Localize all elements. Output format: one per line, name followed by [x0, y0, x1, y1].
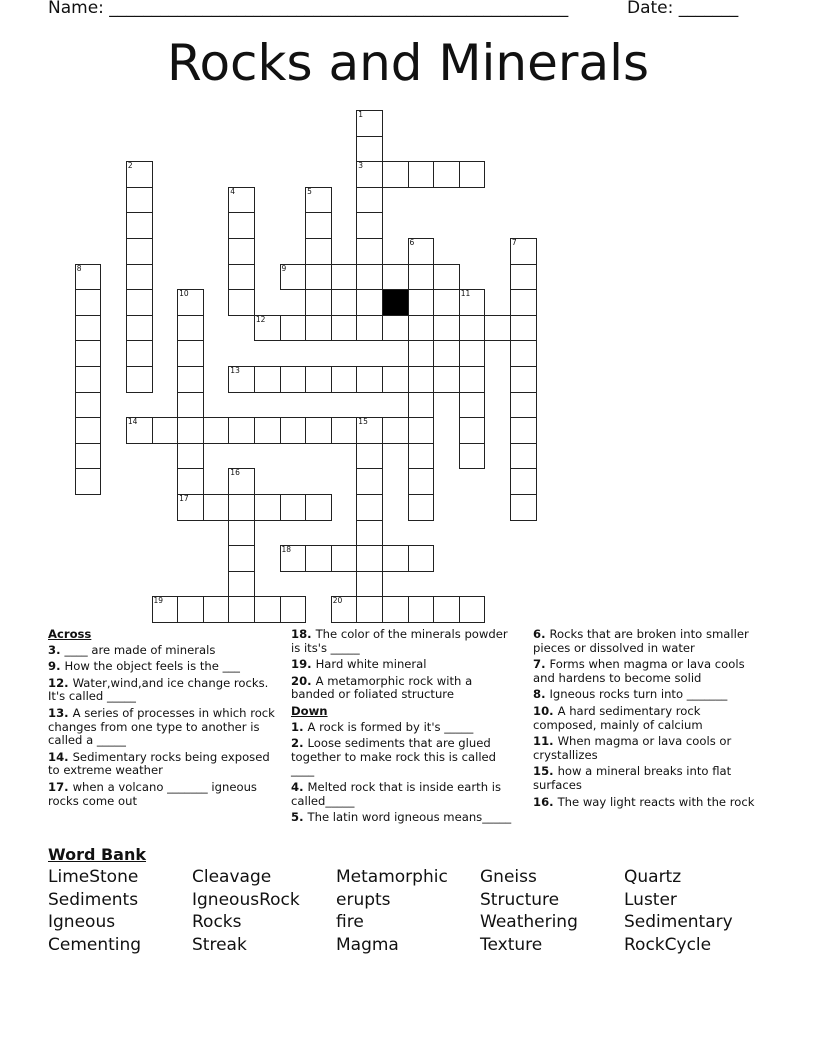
clue-number: 8 — [76, 263, 82, 273]
grid-cell[interactable] — [305, 545, 332, 572]
grid-cell[interactable] — [356, 417, 383, 444]
grid-cell[interactable] — [280, 366, 307, 393]
grid-cell[interactable] — [510, 315, 537, 342]
grid-cell[interactable] — [75, 315, 102, 342]
grid-cell[interactable] — [305, 212, 332, 239]
grid-cell[interactable] — [203, 596, 230, 623]
grid-cell[interactable] — [305, 238, 332, 265]
across-clue — [48, 781, 278, 808]
grid-cell[interactable] — [75, 443, 102, 470]
grid-cell[interactable] — [280, 264, 307, 291]
grid-cell[interactable] — [459, 392, 486, 419]
clue-number: 11 — [460, 289, 471, 299]
grid-cell[interactable] — [408, 596, 435, 623]
grid-cell[interactable] — [382, 161, 409, 188]
word-bank-item: Luster — [624, 889, 677, 910]
clues-column-2 — [291, 628, 516, 828]
grid-cell[interactable] — [126, 417, 153, 444]
grid-cell[interactable] — [459, 596, 486, 623]
grid-cell[interactable] — [228, 238, 255, 265]
word-bank-item: Cleavage — [192, 867, 272, 887]
grid-cell[interactable] — [356, 110, 383, 137]
grid-cell[interactable] — [356, 161, 383, 188]
clue-number: 19 — [153, 596, 164, 606]
grid-cell[interactable] — [510, 340, 537, 367]
down-clue — [533, 735, 763, 762]
clue-number: 20. — [291, 673, 316, 688]
grid-cell[interactable] — [408, 238, 435, 265]
grid-cell[interactable] — [331, 417, 358, 444]
clue-text: Sedimentary rocks being exposed to extreme weather — [48, 749, 270, 778]
grid-cell[interactable] — [356, 545, 383, 572]
word-bank-item: Rocks — [192, 912, 242, 933]
grid-cell[interactable] — [356, 315, 383, 342]
word-bank-item: Cementing — [48, 934, 142, 955]
grid-cell[interactable] — [382, 545, 409, 572]
grid-cell[interactable] — [510, 238, 537, 265]
word-bank-item: Streak — [192, 934, 247, 955]
clue-number: 3. — [48, 642, 65, 657]
grid-cell[interactable] — [75, 417, 102, 444]
grid-block — [382, 289, 409, 316]
across-clue — [48, 707, 278, 748]
across-clues-column-1 — [48, 628, 278, 811]
grid-cell[interactable] — [382, 366, 409, 393]
clue-text: how a mineral breaks into flat surfaces — [533, 764, 732, 792]
clue-number: 12 — [255, 314, 266, 324]
grid-cell[interactable] — [177, 468, 204, 495]
grid-cell[interactable] — [126, 187, 153, 214]
down-clue — [291, 781, 516, 808]
grid-cell[interactable] — [305, 289, 332, 316]
grid-cell[interactable] — [305, 315, 332, 342]
grid-cell[interactable] — [459, 340, 486, 367]
grid-cell[interactable] — [228, 366, 255, 393]
word-bank-item: LimeStone — [48, 867, 139, 887]
grid-cell[interactable] — [382, 596, 409, 623]
clue-text: Igneous rocks turn into _______ — [549, 687, 728, 702]
grid-cell[interactable] — [177, 289, 204, 316]
grid-cell[interactable] — [126, 315, 153, 342]
across-clue — [291, 675, 516, 702]
clue-text: when a volcano _______ igneous rocks come out — [48, 779, 257, 808]
grid-cell[interactable] — [433, 366, 460, 393]
grid-cell[interactable] — [356, 187, 383, 214]
grid-cell[interactable] — [75, 468, 102, 495]
grid-cell[interactable] — [280, 417, 307, 444]
grid-cell[interactable] — [228, 187, 255, 214]
grid-cell[interactable] — [75, 289, 102, 316]
grid-cell[interactable] — [356, 494, 383, 521]
clue-number: 14. — [48, 749, 73, 764]
clue-number: 1. — [291, 719, 308, 734]
clue-number: 2 — [127, 161, 133, 171]
clue-number: 18. — [291, 627, 316, 641]
clue-text: The latin word igneous means_____ — [307, 810, 512, 825]
grid-cell[interactable] — [177, 340, 204, 367]
clue-text: The way light reacts with the rock — [557, 794, 755, 809]
clue-number: 20 — [332, 596, 343, 606]
grid-cell[interactable] — [356, 136, 383, 163]
grid-cell[interactable] — [433, 264, 460, 291]
grid-cell[interactable] — [331, 596, 358, 623]
clue-number: 10 — [179, 289, 189, 299]
across-clue — [291, 658, 516, 672]
across-heading: Across — [48, 627, 92, 641]
down-clues-column-3 — [533, 628, 763, 812]
grid-cell[interactable] — [510, 289, 537, 316]
grid-cell[interactable] — [228, 289, 255, 316]
down-clue — [291, 721, 516, 735]
grid-cell[interactable] — [75, 392, 102, 419]
across-clue — [48, 644, 278, 658]
word-bank-item: Weathering — [480, 912, 578, 933]
word-bank-item: Sedimentary — [624, 912, 733, 933]
clue-number: 10. — [533, 703, 558, 718]
grid-cell[interactable] — [408, 264, 435, 291]
clue-number: 5. — [291, 810, 308, 825]
grid-cell[interactable] — [510, 264, 537, 291]
grid-cell[interactable] — [408, 392, 435, 419]
grid-cell[interactable] — [305, 494, 332, 521]
grid-cell[interactable] — [75, 340, 102, 367]
clue-number: 4 — [230, 186, 236, 196]
grid-cell[interactable] — [408, 443, 435, 470]
grid-cell[interactable] — [203, 417, 230, 444]
clue-number: 18 — [281, 545, 292, 555]
word-bank-item: Sediments — [48, 889, 139, 910]
grid-cell[interactable] — [126, 289, 153, 316]
grid-cell[interactable] — [254, 494, 281, 521]
page-title: Rocks and Minerals — [166, 34, 650, 92]
clue-text: Hard white mineral — [315, 657, 427, 672]
grid-cell[interactable] — [433, 161, 460, 188]
grid-cell[interactable] — [408, 494, 435, 521]
down-clue — [533, 628, 763, 655]
grid-cell[interactable] — [228, 264, 255, 291]
grid-cell[interactable] — [228, 545, 255, 572]
clue-text: Water,wind,and ice change rocks. It's called _____ — [48, 675, 269, 704]
word-bank-item: Gneiss — [480, 867, 537, 887]
down-clue — [533, 705, 763, 732]
grid-cell[interactable] — [356, 264, 383, 291]
clue-text: How the object feels is the ___ — [64, 659, 240, 674]
grid-cell[interactable] — [408, 161, 435, 188]
grid-cell[interactable] — [203, 494, 230, 521]
clue-number: 6 — [409, 237, 415, 247]
clue-text: Rocks that are broken into smaller pieces or dissolved in water — [533, 627, 749, 655]
across-clue — [291, 628, 516, 655]
clue-number: 9 — [281, 263, 287, 273]
grid-cell[interactable] — [280, 545, 307, 572]
grid-cell[interactable] — [459, 161, 486, 188]
word-bank-item: RockCycle — [624, 934, 712, 955]
clue-number: 7 — [511, 237, 517, 247]
clue-number: 12. — [48, 675, 73, 690]
grid-cell[interactable] — [356, 212, 383, 239]
grid-cell[interactable] — [510, 392, 537, 419]
grid-cell[interactable] — [408, 545, 435, 572]
clue-text: The color of the minerals powder is its's _____ — [291, 627, 508, 655]
clue-number: 19. — [291, 657, 316, 672]
grid-cell[interactable] — [408, 340, 435, 367]
clue-number: 2. — [291, 736, 308, 751]
grid-cell[interactable] — [152, 596, 179, 623]
grid-cell[interactable] — [484, 315, 511, 342]
word-bank-item: fire — [336, 912, 364, 933]
word-bank-item: Texture — [480, 934, 543, 955]
grid-cell[interactable] — [254, 596, 281, 623]
word-bank-item: Quartz — [624, 867, 682, 887]
grid-cell[interactable] — [254, 315, 281, 342]
grid-cell[interactable] — [510, 443, 537, 470]
clue-text: A metamorphic rock with a banded or foliated structure — [291, 673, 473, 702]
grid-cell[interactable] — [331, 315, 358, 342]
clue-number: 16. — [533, 794, 558, 809]
grid-cell[interactable] — [356, 596, 383, 623]
grid-cell[interactable] — [382, 315, 409, 342]
grid-cell[interactable] — [177, 417, 204, 444]
grid-cell[interactable] — [459, 366, 486, 393]
name-field[interactable]: Name: ______________________________________________________ — [48, 0, 569, 18]
grid-cell[interactable] — [126, 212, 153, 239]
down-clue — [533, 796, 763, 810]
grid-cell[interactable] — [177, 494, 204, 521]
clue-number: 11. — [533, 734, 558, 749]
grid-cell[interactable] — [356, 468, 383, 495]
clue-number: 7. — [533, 657, 550, 672]
grid-cell[interactable] — [228, 212, 255, 239]
grid-cell[interactable] — [228, 520, 255, 547]
word-bank-item: erupts — [336, 889, 391, 910]
grid-cell[interactable] — [254, 366, 281, 393]
clue-number: 6. — [533, 627, 550, 641]
grid-cell[interactable] — [305, 366, 332, 393]
clue-number: 15. — [533, 764, 558, 779]
clue-text: When magma or lava cools or crystallizes — [533, 734, 732, 762]
clue-number: 3 — [358, 161, 364, 171]
clue-number: 8. — [533, 687, 550, 702]
grid-cell[interactable] — [356, 289, 383, 316]
grid-cell[interactable] — [356, 520, 383, 547]
word-bank-item: IgneousRock — [192, 889, 300, 910]
grid-cell[interactable] — [228, 571, 255, 598]
word-bank-item: Magma — [336, 934, 399, 955]
grid-cell[interactable] — [459, 417, 486, 444]
clue-number: 15 — [358, 417, 368, 427]
grid-cell[interactable] — [305, 417, 332, 444]
clue-number: 5 — [307, 186, 312, 196]
grid-cell[interactable] — [382, 264, 409, 291]
clue-number: 13 — [230, 365, 240, 375]
grid-cell[interactable] — [459, 443, 486, 470]
clue-text: Forms when magma or lava cools and hardens to become solid — [533, 657, 745, 685]
down-heading: Down — [291, 703, 328, 718]
grid-cell[interactable] — [510, 417, 537, 444]
clue-text: A series of processes in which rock changes from one type to another is called a _____ — [48, 705, 275, 748]
grid-cell[interactable] — [408, 366, 435, 393]
grid-cell[interactable] — [228, 468, 255, 495]
clue-text: A hard sedimentary rock composed, mainly of calcium — [533, 703, 703, 732]
clue-text: A rock is formed by it's _____ — [307, 719, 474, 734]
grid-cell[interactable] — [433, 596, 460, 623]
grid-cell[interactable] — [126, 238, 153, 265]
down-clue — [291, 737, 516, 778]
clue-number: 17 — [179, 493, 189, 503]
grid-cell[interactable] — [254, 417, 281, 444]
grid-cell[interactable] — [280, 315, 307, 342]
clue-text: Loose sediments that are glued together to make rock this is called ____ — [291, 736, 497, 778]
grid-cell[interactable] — [177, 443, 204, 470]
grid-cell[interactable] — [382, 417, 409, 444]
grid-cell[interactable] — [177, 596, 204, 623]
down-clue — [533, 765, 763, 792]
grid-cell[interactable] — [305, 187, 332, 214]
clue-number: 13. — [48, 705, 73, 720]
grid-cell[interactable] — [126, 340, 153, 367]
grid-cell[interactable] — [408, 468, 435, 495]
grid-cell[interactable] — [459, 289, 486, 316]
grid-cell[interactable] — [126, 264, 153, 291]
grid-cell[interactable] — [126, 366, 153, 393]
grid-cell[interactable] — [331, 264, 358, 291]
across-clue — [48, 660, 278, 674]
word-bank-item: Metamorphic — [336, 867, 448, 887]
clue-number: 1 — [358, 109, 364, 119]
grid-cell[interactable] — [331, 545, 358, 572]
clue-number: 14 — [127, 417, 138, 427]
grid-cell[interactable] — [177, 366, 204, 393]
grid-cell[interactable] — [228, 494, 255, 521]
clue-number: 4. — [291, 779, 308, 794]
grid-cell[interactable] — [280, 494, 307, 521]
clue-number: 17. — [48, 779, 73, 794]
across-clue — [48, 677, 278, 704]
grid-cell[interactable] — [177, 315, 204, 342]
grid-cell[interactable] — [228, 596, 255, 623]
grid-cell[interactable] — [408, 417, 435, 444]
grid-cell[interactable] — [126, 161, 153, 188]
grid-cell[interactable] — [331, 366, 358, 393]
grid-cell[interactable] — [75, 264, 102, 291]
grid-cell[interactable] — [356, 366, 383, 393]
clue-number: 16 — [230, 468, 240, 478]
grid-cell[interactable] — [305, 264, 332, 291]
grid-cell[interactable] — [228, 417, 255, 444]
grid-cell[interactable] — [408, 315, 435, 342]
grid-cell[interactable] — [356, 571, 383, 598]
grid-cell[interactable] — [510, 494, 537, 521]
grid-cell[interactable] — [152, 417, 179, 444]
grid-cell[interactable] — [459, 315, 486, 342]
grid-cell[interactable] — [356, 443, 383, 470]
grid-cell[interactable] — [510, 366, 537, 393]
grid-cell[interactable] — [75, 366, 102, 393]
down-clue — [291, 811, 516, 825]
grid-cell[interactable] — [510, 468, 537, 495]
grid-cell[interactable] — [356, 238, 383, 265]
clue-number: 9. — [48, 659, 65, 674]
down-clue — [533, 688, 763, 702]
clue-text: ____ are made of minerals — [64, 642, 216, 657]
clue-text: Melted rock that is inside earth is called_____ — [291, 779, 502, 808]
word-bank-item: Structure — [480, 889, 560, 910]
grid-cell[interactable] — [433, 315, 460, 342]
grid-cell[interactable] — [280, 596, 307, 623]
grid-cell[interactable] — [408, 289, 435, 316]
grid-cell[interactable] — [177, 392, 204, 419]
word-bank-item: Igneous — [48, 912, 116, 933]
across-clue — [48, 751, 278, 778]
date-field[interactable]: Date: _______ — [627, 0, 739, 18]
word-bank-title: Word Bank — [48, 845, 147, 864]
down-clue — [533, 658, 763, 685]
